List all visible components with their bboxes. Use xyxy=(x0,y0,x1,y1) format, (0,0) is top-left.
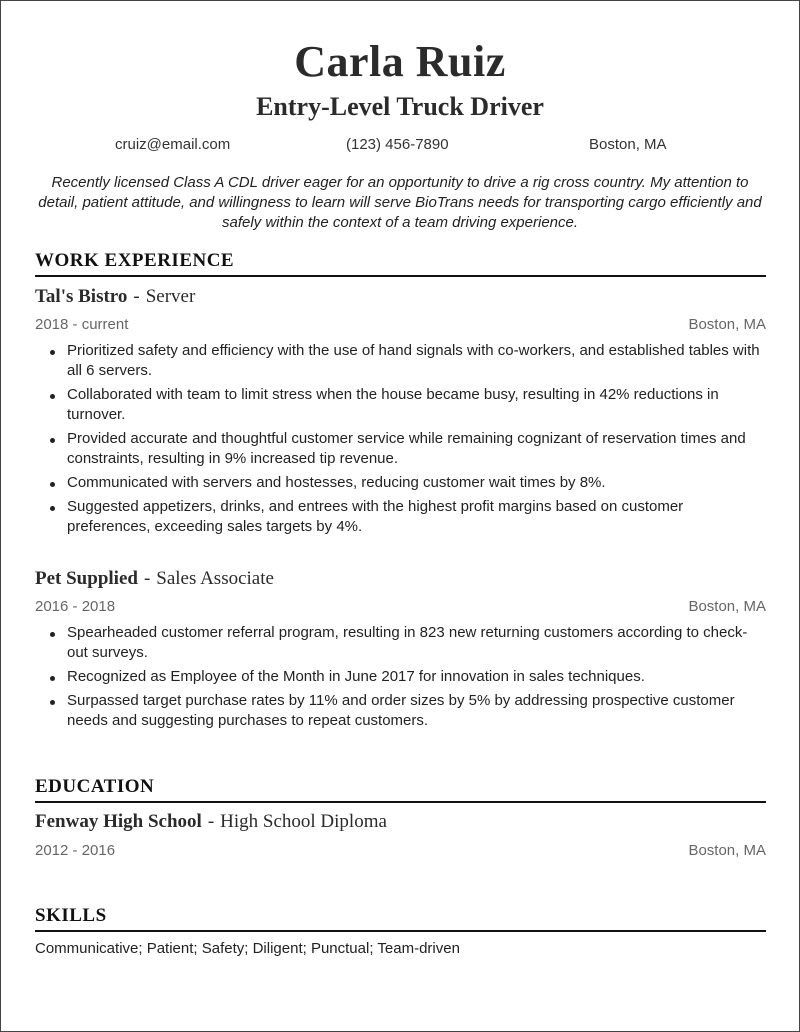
bullet-text: Prioritized safety and efficiency with the use of hand signals with co-workers, and established tables with all 6 servers. xyxy=(67,342,760,379)
section-heading-skills: SKILLS xyxy=(35,904,766,932)
list-item xyxy=(35,623,765,663)
list-item xyxy=(35,667,765,687)
separator: - xyxy=(207,811,215,832)
list-item xyxy=(35,497,765,537)
job-title: Entry-Level Truck Driver xyxy=(256,92,544,121)
job-heading xyxy=(35,567,274,591)
bullet-icon xyxy=(50,438,55,443)
job-dates: 2018 - current xyxy=(35,316,129,333)
list-item xyxy=(35,341,765,381)
bullet-icon xyxy=(50,632,55,637)
bullet-text: Recognized as Employee of the Month in June 2017 for innovation in sales techniques. xyxy=(67,668,645,685)
education-dates: 2012 - 2016 xyxy=(35,842,116,859)
contact-location: Boston, MA xyxy=(589,136,667,153)
skills-list: Communicative; Patient; Safety; Diligent; Punctual; Team-driven xyxy=(35,940,460,957)
job-organization: Pet Supplied xyxy=(35,568,138,589)
section-heading-education: EDUCATION xyxy=(35,775,766,803)
contact-email: cruiz@email.com xyxy=(115,136,231,153)
list-item xyxy=(35,429,765,469)
job-role: Server xyxy=(145,286,196,307)
job-dates: 2016 - 2018 xyxy=(35,598,116,615)
separator: - xyxy=(143,568,151,589)
bullet-icon xyxy=(50,676,55,681)
candidate-name: Carla Ruiz xyxy=(294,37,506,86)
job-location: Boston, MA xyxy=(688,316,766,333)
bullet-text: Surpassed target purchase rates by 11% and order sizes by 5% by addressing prospective customer needs and suggesting purchases to repeat customers. xyxy=(67,692,735,729)
job-role: Sales Associate xyxy=(156,568,274,589)
bullet-icon xyxy=(50,394,55,399)
bullet-icon xyxy=(50,506,55,511)
degree: High School Diploma xyxy=(220,811,387,832)
job-location: Boston, MA xyxy=(688,598,766,615)
education-heading xyxy=(35,810,387,834)
list-item xyxy=(35,473,765,493)
job-bullets xyxy=(35,341,765,541)
separator: - xyxy=(133,286,140,307)
bullet-icon xyxy=(50,350,55,355)
bullet-text: Communicated with servers and hostesses, reducing customer wait times by 8%. xyxy=(67,474,606,491)
list-item xyxy=(35,691,765,731)
job-organization: Tal's Bistro xyxy=(35,286,128,307)
job-bullets xyxy=(35,623,765,735)
bullet-icon xyxy=(50,700,55,705)
bullet-icon xyxy=(50,482,55,487)
bullet-text: Collaborated with team to limit stress when the house became busy, resulting in 42% reductions in turnover. xyxy=(67,386,719,423)
bullet-text: Provided accurate and thoughtful customer service while remaining cognizant of reservation times and constraints, resulting in 9% increased tip revenue. xyxy=(67,430,746,467)
bullet-text: Spearheaded customer referral program, resulting in 823 new returning customers according to check-out surveys. xyxy=(67,624,748,661)
section-heading-work: WORK EXPERIENCE xyxy=(35,249,766,277)
contact-phone: (123) 456-7890 xyxy=(346,136,449,153)
school-name: Fenway High School xyxy=(35,811,202,832)
job-heading xyxy=(35,285,195,309)
list-item xyxy=(35,385,765,425)
education-location: Boston, MA xyxy=(688,842,766,859)
bullet-text: Suggested appetizers, drinks, and entrees with the highest profit margins based on customer preferences, exceeding sales targets by 4%. xyxy=(67,498,684,535)
summary: Recently licensed Class A CDL driver eager for an opportunity to drive a rig cross country. My attention to detail, patient attitude, and willingness to learn will serve BioTrans needs for transporting cargo efficiently and safely within the context of a team driving experience. xyxy=(38,174,762,231)
